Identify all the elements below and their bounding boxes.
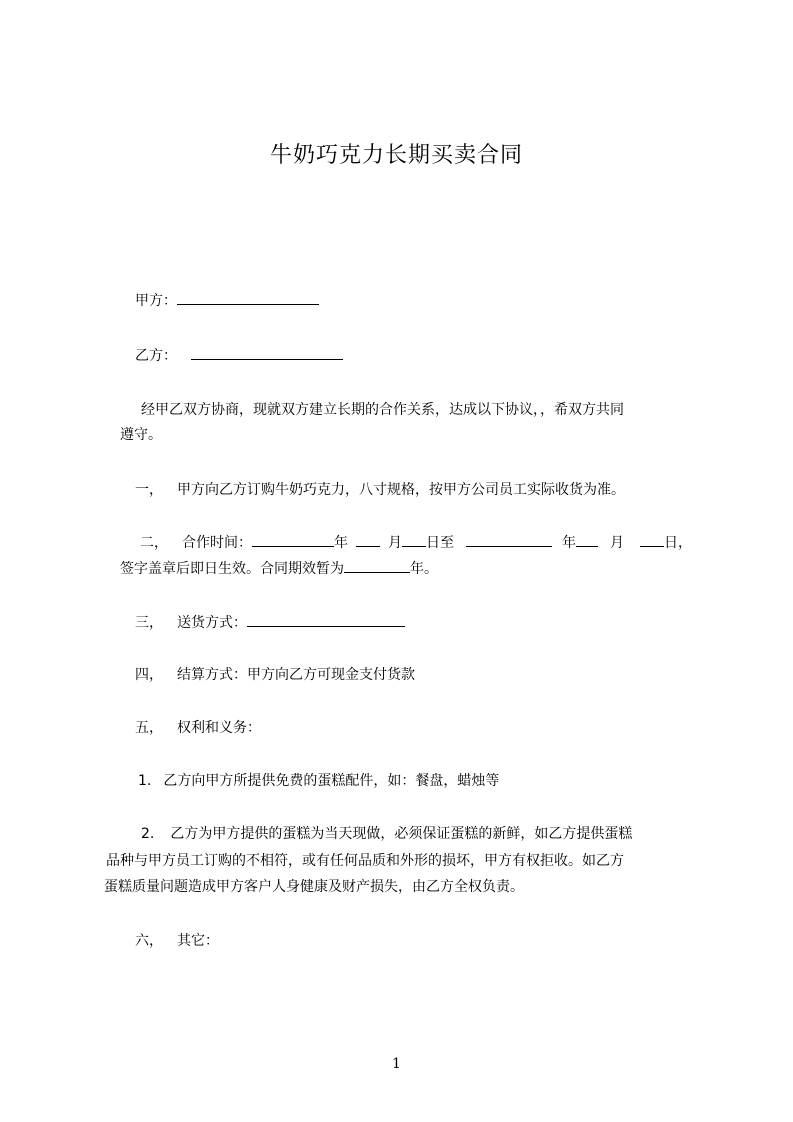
start-year-label: 年	[334, 535, 348, 551]
clause-3	[135, 612, 405, 633]
clause-3-label: 送货方式：	[177, 615, 247, 631]
clause-4-text: 结算方式：甲方向乙方可现金支付货款	[177, 667, 415, 683]
start-year-blank	[252, 532, 334, 547]
end-year-blank	[466, 532, 552, 547]
end-month-label: 月	[610, 535, 624, 551]
validity-text: 签字盖章后即日生效。合同期效暂为	[120, 561, 344, 577]
clause-6-number: 六，	[135, 933, 163, 949]
document-title: 牛奶巧克力长期买卖合同	[269, 143, 523, 168]
clause-5-item-1	[138, 771, 499, 791]
end-month-blank	[576, 532, 598, 547]
clause-3-number: 三，	[135, 615, 163, 631]
page-number: 1	[392, 1056, 401, 1072]
end-year-label: 年	[562, 535, 576, 551]
start-day-blank	[402, 532, 426, 547]
party-a-label: 甲方：	[135, 293, 177, 309]
party-b-label: 乙方：	[135, 348, 177, 364]
end-day-label: 日，	[664, 535, 692, 551]
clause-5-item-2-line-1	[141, 824, 632, 844]
clause-4	[135, 665, 415, 685]
party-a-line	[135, 290, 319, 311]
item-2-line-1-text: 乙方为甲方提供的蛋糕为当天现做，必须保证蛋糕的新鲜，如乙方提供蛋糕	[170, 826, 633, 842]
clause-2-number: 二，	[140, 535, 168, 551]
delivery-method-blank	[247, 612, 405, 627]
intro-line-1: 经甲乙双方协商，现就双方建立长期的合作关系，达成以下协议，，希双方共同	[141, 402, 624, 418]
clause-5-number: 五，	[135, 720, 163, 736]
clause-2-line-2	[120, 558, 438, 579]
end-day-blank	[640, 532, 664, 547]
clause-2-line-1	[140, 532, 692, 553]
clause-5-text: 权利和义务：	[177, 720, 261, 736]
clause-6-text: 其它：	[177, 933, 219, 949]
clause-4-number: 四，	[135, 667, 163, 683]
item-1-number: 1.	[138, 773, 152, 789]
clause-5	[135, 718, 261, 738]
clause-2-label: 合作时间：	[182, 535, 252, 551]
clause-1	[135, 480, 625, 500]
clause-5-item-2-line-2: 品种与甲方员工订购的不相符，或有任何品质和外形的损坏，甲方有权拒收。如乙方	[106, 853, 624, 869]
party-b-line	[135, 345, 343, 366]
clause-5-item-2-line-3: 蛋糕质量问题造成甲方客户人身健康及财产损失，由乙方全权负责。	[104, 879, 524, 895]
item-1-text: 乙方向甲方所提供免费的蛋糕配件，如：餐盘，蜡烛等	[163, 773, 500, 789]
validity-years-blank	[344, 558, 410, 573]
validity-year-label: 年。	[410, 561, 438, 577]
item-2-number: 2.	[141, 826, 155, 842]
clause-1-number: 一，	[135, 482, 163, 498]
clause-1-text: 甲方向乙方订购牛奶巧克力，八寸规格，按甲方公司员工实际收货为准。	[177, 482, 625, 498]
party-a-blank	[177, 290, 319, 305]
start-day-to-label: 日至	[426, 535, 454, 551]
start-month-blank	[356, 532, 380, 547]
start-month-label: 月	[388, 535, 402, 551]
party-b-blank	[191, 345, 343, 360]
clause-6	[135, 931, 219, 951]
intro-line-2: 遵守。	[120, 427, 162, 443]
